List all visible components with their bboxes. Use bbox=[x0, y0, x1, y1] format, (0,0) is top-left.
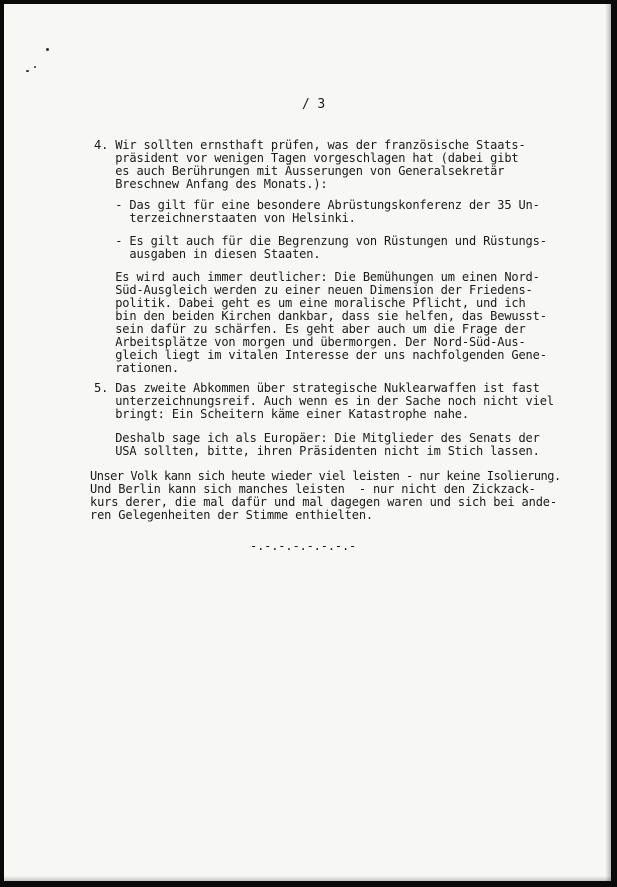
item4-line: es auch Berührungen mit Äusserungen von Generalsekretär bbox=[94, 164, 505, 178]
item4-paragraph-line: gleich liegt im vitalen Interesse der uns nachfolgenden Gene- bbox=[94, 348, 547, 362]
item4-line: Breschnew Anfang des Monats.): bbox=[94, 177, 328, 191]
item4-paragraph-line: Arbeitsplätze von morgen und übermorgen. Der Nord-Süd-Aus- bbox=[94, 335, 526, 349]
item5-paragraph-line: Deshalb sage ich als Europäer: Die Mitglieder des Senats der bbox=[94, 431, 540, 445]
document-page bbox=[4, 4, 611, 881]
scan-speck bbox=[46, 48, 49, 51]
scan-edge-shadow bbox=[605, 4, 611, 881]
item4-bullet2-line: ausgaben in diesen Staaten. bbox=[94, 247, 321, 261]
item5-paragraph-line: USA sollten, bitte, ihren Präsidenten nicht im Stich lassen. bbox=[94, 444, 540, 458]
scan-speck bbox=[34, 66, 36, 68]
closing-line: kurs derer, die mal dafür und mal dagegen waren und sich bei ande- bbox=[90, 495, 557, 509]
item5-line: 5. Das zweite Abkommen über strategische Nuklearwaffen ist fast bbox=[94, 381, 540, 395]
item5-line: bringt: Ein Scheitern käme einer Katastrophe nahe. bbox=[94, 407, 469, 421]
page-number: / 3 bbox=[302, 97, 326, 112]
item4-paragraph-line: bin den beiden Kirchen dankbar, dass sie helfen, das Bewusst- bbox=[94, 309, 547, 323]
item4-paragraph-line: Es wird auch immer deutlicher: Die Bemühungen um einen Nord- bbox=[94, 270, 540, 284]
scan-edge-shadow-bottom bbox=[4, 876, 611, 881]
item4-paragraph-line: politik. Dabei geht es um eine moralische Pflicht, und ich bbox=[94, 296, 526, 310]
separator: -.-.-.-.-.-.-.- bbox=[250, 539, 357, 553]
item4-bullet1-line: - Das gilt für eine besondere Abrüstungskonferenz der 35 Un- bbox=[94, 198, 540, 212]
closing-line: ren Gelegenheiten der Stimme enthielten. bbox=[90, 508, 373, 522]
item4-paragraph-line: Süd-Ausgleich werden zu einer neuen Dimension der Friedens- bbox=[94, 283, 533, 297]
item4-paragraph-line: rationen. bbox=[94, 361, 179, 375]
item4-line: 4. Wir sollten ernsthaft prüfen, was der französische Staats- bbox=[94, 138, 526, 152]
item4-bullet1-line: terzeichnerstaaten von Helsinki. bbox=[94, 211, 356, 225]
closing-line: Und Berlin kann sich manches leisten - nur nicht den Zickzack- bbox=[90, 482, 536, 496]
item4-bullet2-line: - Es gilt auch für die Begrenzung von Rüstungen und Rüstungs- bbox=[94, 234, 547, 248]
item4-line: präsident vor wenigen Tagen vorgeschlagen hat (dabei gibt bbox=[94, 151, 519, 165]
item4-paragraph-line: sein dafür zu schärfen. Es geht aber auch um die Frage der bbox=[94, 322, 526, 336]
closing-line: Unser Volk kann sich heute wieder viel leisten - nur keine Isolierung. bbox=[90, 469, 561, 483]
item5-line: unterzeichnungsreif. Auch wenn es in der Sache noch nicht viel bbox=[94, 394, 554, 408]
scan-speck bbox=[26, 70, 29, 72]
